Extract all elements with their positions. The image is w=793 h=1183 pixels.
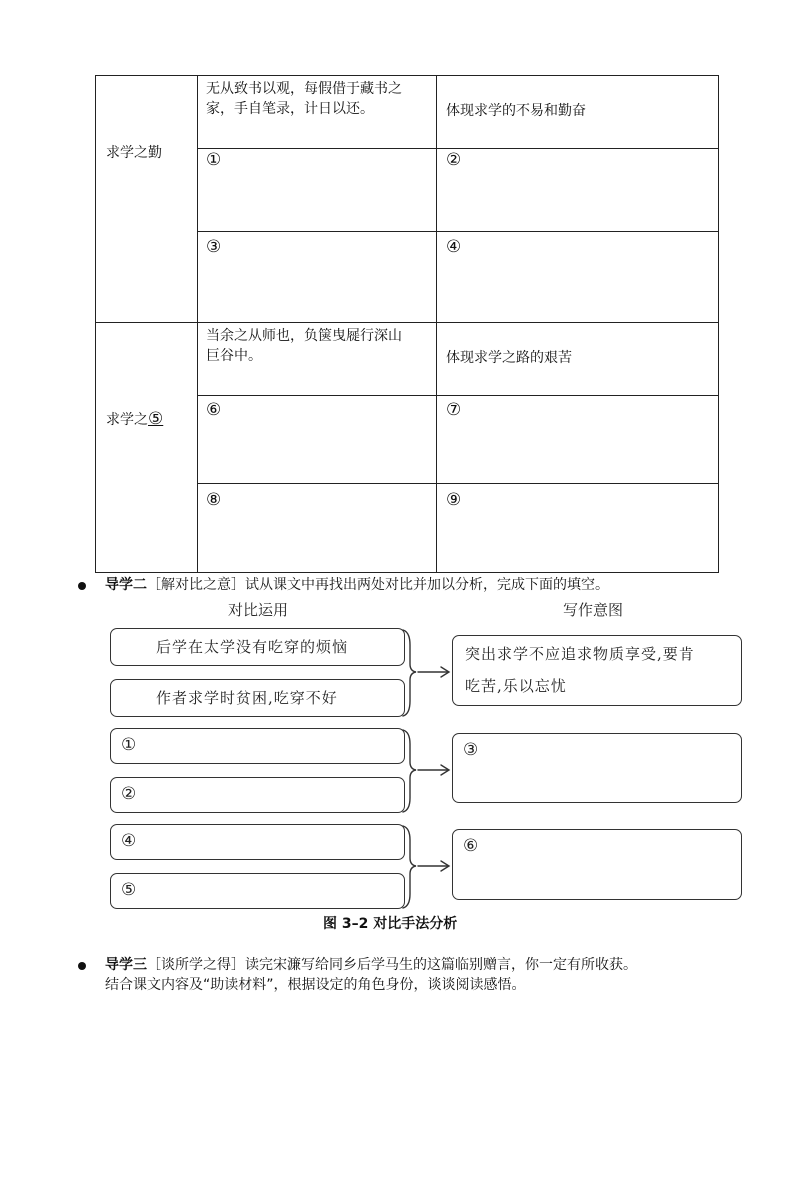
bullet-icon bbox=[78, 962, 86, 970]
guide3-text: ［谈所学之得］读完宋濂写给同乡后学马生的这篇临别赠言，你一定有所收获。 bbox=[147, 957, 637, 973]
figure-caption: 图 3–2 对比手法分析 bbox=[323, 916, 458, 932]
blank-cell-9[interactable]: ⑨ bbox=[446, 490, 462, 510]
contrast-box-2a[interactable]: ① bbox=[110, 728, 405, 764]
blank-cell-5[interactable]: ⑤ bbox=[148, 409, 164, 429]
blank-cell-2[interactable]: ② bbox=[446, 150, 462, 170]
guide2-title: 导学二 bbox=[105, 577, 147, 593]
blank-cell-3[interactable]: ③ bbox=[206, 237, 222, 257]
cell-quote-2: 当余之从师也，负箧曳屣行深山 巨谷中。 bbox=[206, 328, 402, 364]
cell-quote-1: 无从致书以观，每假借于藏书之 家，手自笔录，计日以还。 bbox=[206, 81, 402, 117]
contrast-box-1a: 后学在太学没有吃穿的烦恼 bbox=[110, 628, 405, 666]
figure-header-left: 对比运用 bbox=[228, 601, 289, 619]
blank-cell-1[interactable]: ① bbox=[206, 150, 222, 170]
guide3-title: 导学三 bbox=[105, 957, 147, 973]
intent-box-2[interactable]: ③ bbox=[452, 733, 742, 803]
section-label-diligence: 求学之勤 bbox=[106, 145, 162, 161]
guide3-text-line2: 结合课文内容及“助读材料”，根据设定的角色身份，谈谈阅读感悟。 bbox=[105, 977, 526, 993]
blank-cell-4[interactable]: ④ bbox=[446, 237, 462, 257]
intent-box-3[interactable]: ⑥ bbox=[452, 829, 742, 900]
brace-2 bbox=[403, 730, 416, 812]
contrast-box-1b: 作者求学时贫困,吃穿不好 bbox=[110, 679, 405, 717]
blank-cell-7[interactable]: ⑦ bbox=[446, 400, 462, 420]
contrast-box-3b[interactable]: ⑤ bbox=[110, 873, 405, 909]
blank-cell-6[interactable]: ⑥ bbox=[206, 400, 222, 420]
brace-1 bbox=[403, 630, 416, 716]
cell-meaning-2: 体现求学之路的艰苦 bbox=[446, 350, 572, 366]
brace-3 bbox=[403, 826, 416, 908]
cell-meaning-1: 体现求学的不易和勤奋 bbox=[446, 103, 586, 119]
intent-box-1: 突出求学不应追求物质享受,要肯 吃苦,乐以忘忧 bbox=[452, 635, 742, 706]
contrast-box-3a[interactable]: ④ bbox=[110, 824, 405, 860]
guide2-text: ［解对比之意］试从课文中再找出两处对比并加以分析，完成下面的填空。 bbox=[147, 577, 609, 593]
figure-header-right: 写作意图 bbox=[563, 601, 624, 619]
contrast-box-2b[interactable]: ② bbox=[110, 777, 405, 813]
section-label-prefix: 求学之 bbox=[106, 412, 148, 428]
blank-cell-8[interactable]: ⑧ bbox=[206, 490, 222, 510]
guide3-paragraph bbox=[105, 955, 775, 995]
